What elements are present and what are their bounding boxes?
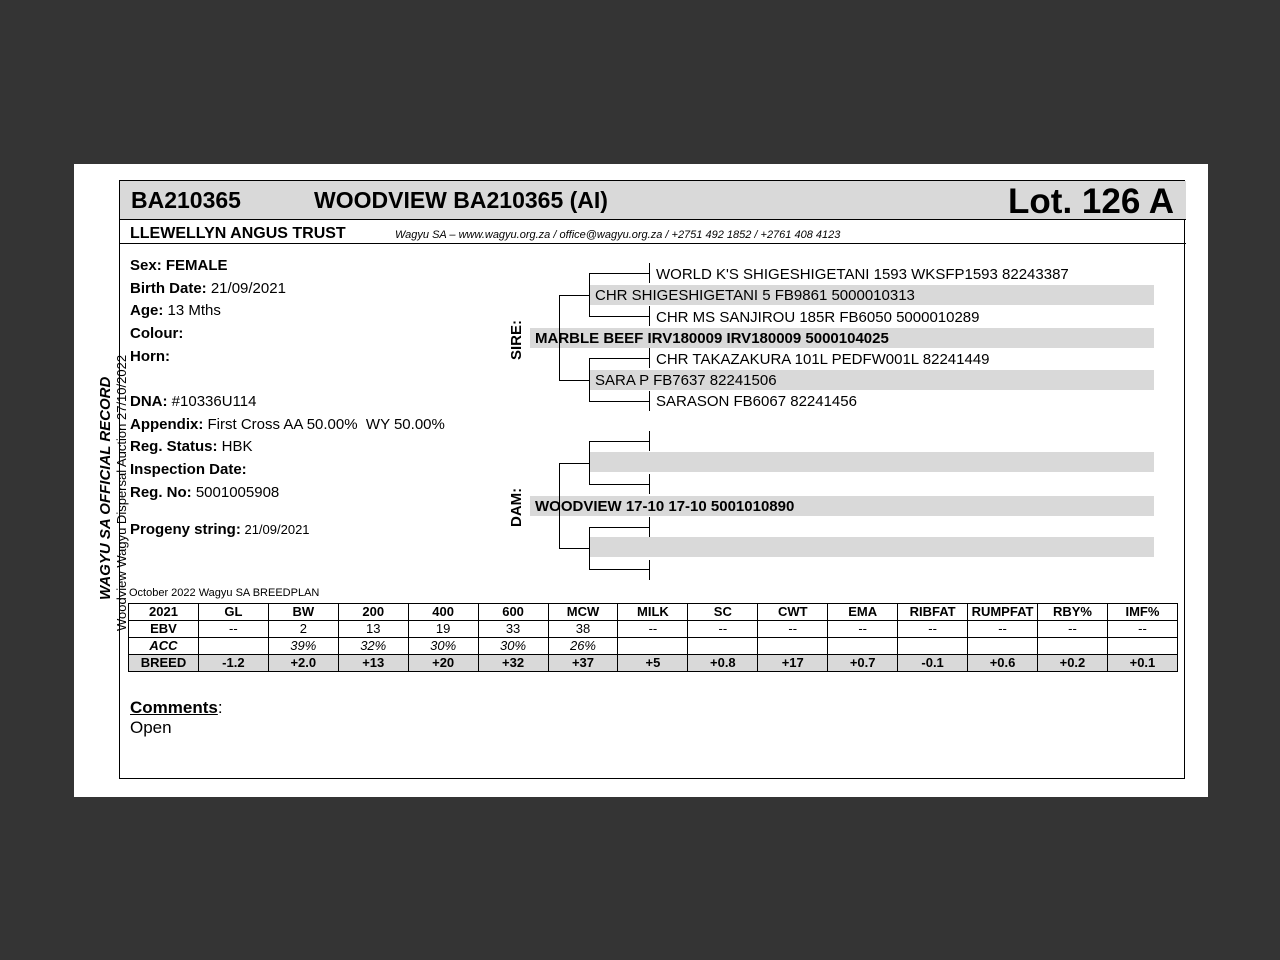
ebv-header-cell: 600 — [478, 604, 548, 621]
ebv-cell: -- — [828, 621, 898, 638]
acc-cell: 30% — [478, 638, 548, 655]
ebv-header-cell: EMA — [828, 604, 898, 621]
detail-dna: DNA: #10336U114 — [130, 393, 257, 410]
acc-cell — [828, 638, 898, 655]
registration-number: BA210365 — [131, 187, 241, 213]
acc-cell — [688, 638, 758, 655]
ebv-header-cell: MILK — [618, 604, 688, 621]
ebv-header-cell: CWT — [758, 604, 828, 621]
ebv-cell: -- — [688, 621, 758, 638]
detail-reg-status: Reg. Status: HBK — [130, 438, 253, 455]
detail-inspection-date: Inspection Date: — [130, 461, 247, 478]
detail-progeny-string: Progeny string: 21/09/2021 — [130, 521, 310, 538]
ebv-header-cell: SC — [688, 604, 758, 621]
sire-sire-tick — [649, 263, 650, 283]
ebv-header-cell: 200 — [338, 604, 408, 621]
sire-sire-connector — [589, 273, 590, 316]
ebv-cell: -- — [1107, 621, 1177, 638]
sire-dam-connector — [589, 358, 590, 401]
ebv-header-cell: MCW — [548, 604, 618, 621]
acc-cell: 26% — [548, 638, 618, 655]
ebv-cell: 2 — [268, 621, 338, 638]
ebv-header-cell: BW — [268, 604, 338, 621]
sire-dam-sire: CHR TAKAZAKURA 101L PEDFW001L 82241449 — [656, 351, 990, 368]
breed-cell: +2.0 — [268, 655, 338, 672]
ebv-header-cell: IMF% — [1107, 604, 1177, 621]
dam-sire-connector — [589, 441, 650, 442]
sire-dam-connector — [589, 401, 650, 402]
acc-cell — [758, 638, 828, 655]
ebv-header-row — [129, 604, 1178, 621]
sire-connector — [559, 380, 590, 381]
ebv-cell: 38 — [548, 621, 618, 638]
ebv-cell: -- — [1037, 621, 1107, 638]
comments-text: Open — [130, 718, 172, 737]
dam-sire-connector — [589, 441, 590, 484]
breed-cell: -0.1 — [898, 655, 968, 672]
acc-cell — [1037, 638, 1107, 655]
sire-dam-connector — [589, 358, 650, 359]
ebv-header-cell: RIBFAT — [898, 604, 968, 621]
acc-cell: 30% — [408, 638, 478, 655]
breed-cell: +37 — [548, 655, 618, 672]
ebv-cell: 13 — [338, 621, 408, 638]
ebv-header-cell: RBY% — [1037, 604, 1107, 621]
detail-horn: Horn: — [130, 348, 170, 365]
sire-dam-tick — [649, 348, 650, 368]
breed-row-label: BREED — [129, 655, 199, 672]
sire-name: MARBLE BEEF IRV180009 IRV180009 5000104025 — [535, 330, 889, 347]
acc-cell — [898, 638, 968, 655]
ebv-cell: -- — [618, 621, 688, 638]
acc-cell — [198, 638, 268, 655]
acc-row-label: ACC — [129, 638, 199, 655]
lot-number: Lot. 126 A — [1008, 182, 1174, 221]
ebv-cell: -- — [898, 621, 968, 638]
dam-dam-connector — [589, 527, 590, 570]
ebv-cell: -- — [968, 621, 1038, 638]
breed-cell: +13 — [338, 655, 408, 672]
dam-name: WOODVIEW 17-10 17-10 5001010890 — [535, 498, 795, 515]
dam-connector — [559, 548, 590, 549]
ebv-row-label: EBV — [129, 621, 199, 638]
detail-reg-no: Reg. No: 5001005908 — [130, 484, 280, 501]
sire-sire-connector — [589, 316, 650, 317]
detail-sex: Sex: FEMALE — [130, 257, 228, 274]
sire-dam-tick — [649, 391, 650, 411]
dam-dam-connector — [589, 527, 650, 528]
sire-sire: CHR SHIGESHIGETANI 5 FB9861 5000010313 — [595, 287, 915, 304]
sire-sire-connector — [589, 273, 650, 274]
acc-cell: 39% — [268, 638, 338, 655]
sire-sire-dam: CHR MS SANJIROU 185R FB6050 5000010289 — [656, 309, 980, 326]
header-divider — [120, 243, 1186, 244]
sire-dam: SARA P FB7637 82241506 — [595, 372, 777, 389]
ebv-header-cell: 400 — [408, 604, 478, 621]
dam-connector — [559, 463, 590, 464]
ebv-cell: 19 — [408, 621, 478, 638]
sire-connector — [559, 295, 590, 296]
comments-label: Comments — [130, 698, 218, 717]
ebv-header-cell: 2021 — [129, 604, 199, 621]
official-record-label: WAGYU SA OFFICIAL RECORD — [97, 376, 114, 600]
sire-sire-sire: WORLD K'S SHIGESHIGETANI 1593 WKSFP1593 82243387 — [656, 266, 1069, 283]
ebv-header-cell: RUMPFAT — [968, 604, 1038, 621]
breed-cell: +32 — [478, 655, 548, 672]
breed-cell: +0.7 — [828, 655, 898, 672]
sire-sire-tick — [649, 306, 650, 326]
detail-colour: Colour: — [130, 325, 184, 342]
ebv-table — [128, 603, 1178, 672]
detail-birth-date: Birth Date: 21/09/2021 — [130, 280, 286, 297]
owner-name: LLEWELLYN ANGUS TRUST — [130, 225, 346, 242]
breed-cell: +0.1 — [1107, 655, 1177, 672]
dam-sire-tick — [649, 474, 650, 494]
breed-cell: +0.8 — [688, 655, 758, 672]
breed-cell: +5 — [618, 655, 688, 672]
acc-cell — [968, 638, 1038, 655]
ebv-row — [129, 621, 1178, 638]
breed-cell: +20 — [408, 655, 478, 672]
contact-info: Wagyu SA – www.wagyu.org.za / office@wagyu.org.za / +2751 492 1852 / +2761 408 4123 — [395, 229, 841, 241]
detail-appendix: Appendix: First Cross AA 50.00% WY 50.00% — [130, 416, 445, 433]
dam-sire-connector — [589, 484, 650, 485]
breed-cell: +0.6 — [968, 655, 1038, 672]
ebv-header-cell: GL — [198, 604, 268, 621]
acc-cell — [1107, 638, 1177, 655]
ebv-cell: -- — [198, 621, 268, 638]
dam-sire-tick — [649, 431, 650, 451]
breedplan-caption: October 2022 Wagyu SA BREEDPLAN — [129, 587, 320, 599]
ebv-cell: -- — [758, 621, 828, 638]
acc-cell: 32% — [338, 638, 408, 655]
dam-dam-tick — [649, 517, 650, 537]
breed-cell: +17 — [758, 655, 828, 672]
breed-cell: -1.2 — [198, 655, 268, 672]
dam-dam-tick — [649, 560, 650, 580]
acc-row — [129, 638, 1178, 655]
comments-section: Comments: Open — [130, 698, 223, 737]
dam-label: DAM: — [508, 487, 525, 527]
animal-name: WOODVIEW BA210365 (AI) — [314, 187, 608, 213]
acc-cell — [618, 638, 688, 655]
sire-dam-dam: SARASON FB6067 82241456 — [656, 393, 857, 410]
breed-row — [129, 655, 1178, 672]
detail-age: Age: 13 Mths — [130, 302, 221, 319]
dam-dam-bar — [590, 537, 1154, 557]
sire-label: SIRE: — [508, 319, 525, 360]
dam-sire-bar — [590, 452, 1154, 472]
ebv-cell: 33 — [478, 621, 548, 638]
breed-cell: +0.2 — [1037, 655, 1107, 672]
dam-dam-connector — [589, 569, 650, 570]
auction-label: Woodview Wagyu Dispersal Auction 27/10/2022 — [114, 354, 129, 631]
